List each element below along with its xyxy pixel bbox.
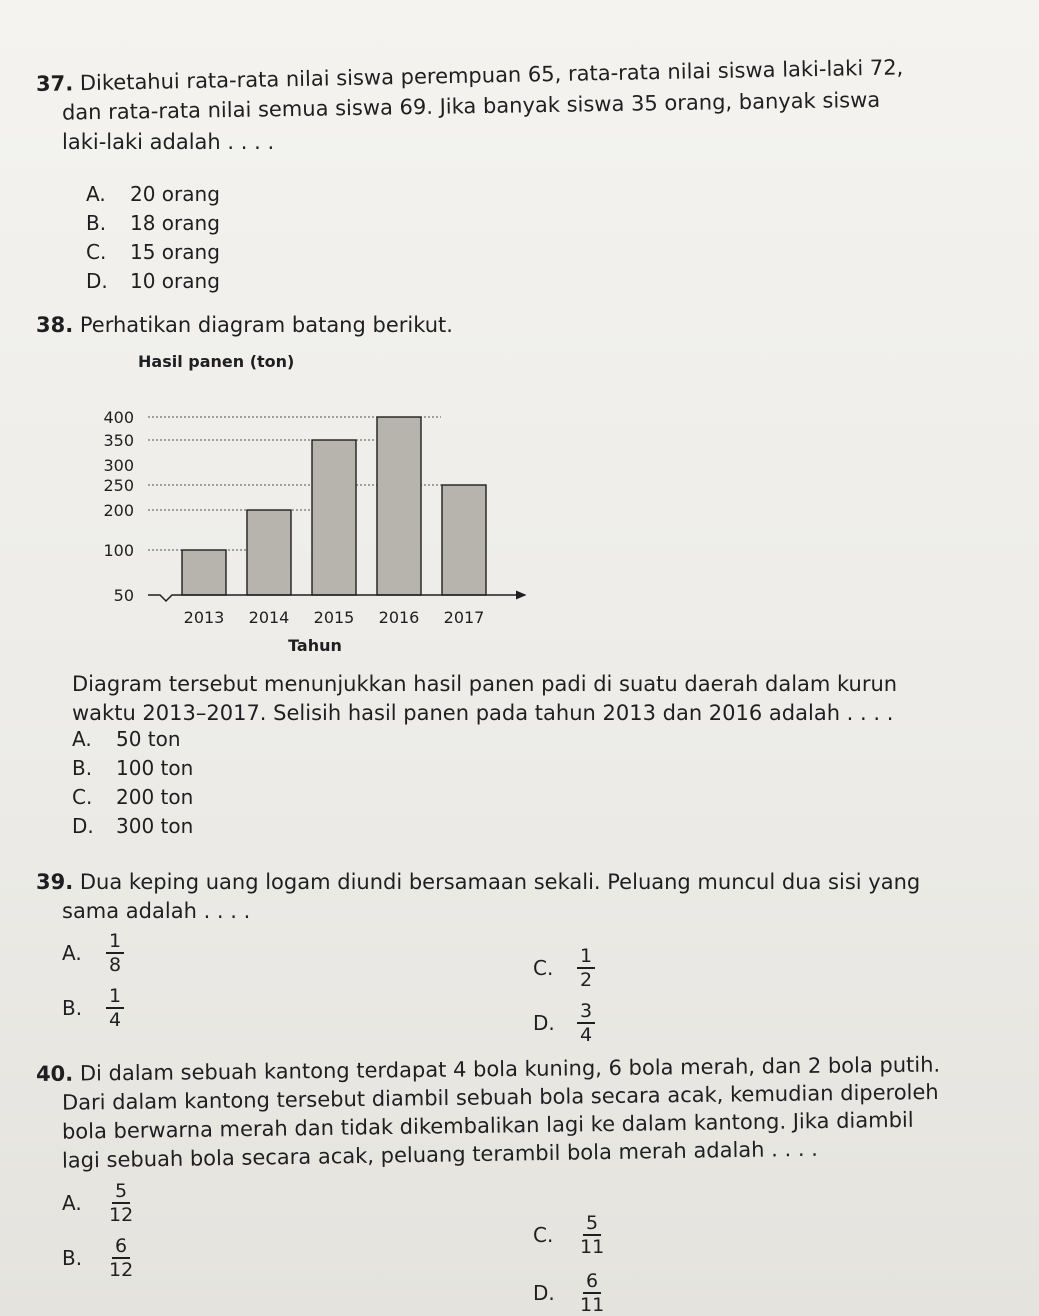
fraction: $\frac{3}{4}$ bbox=[577, 1000, 595, 1046]
option-a[interactable]: A. $\frac{5}{12}$ bbox=[62, 1180, 136, 1226]
y-tick-label: 50 bbox=[113, 586, 134, 605]
bar-2013 bbox=[182, 550, 226, 595]
fraction: $\frac{1}{4}$ bbox=[106, 985, 124, 1031]
question-text-line: laki-laki adalah . . . . bbox=[62, 130, 275, 154]
question-intro: Perhatikan diagram batang berikut. bbox=[79, 313, 453, 337]
option-b[interactable]: B. 18 orang bbox=[86, 211, 220, 235]
question-37 bbox=[35, 55, 1026, 157]
x-tick-label: 2017 bbox=[443, 608, 485, 627]
question-number: 40. bbox=[35, 1061, 74, 1086]
question-text-line: Diketahui rata-rata nilai siswa perempuan 65, rata-rata nilai siswa laki-laki 72, bbox=[79, 55, 904, 96]
question-text-line: sama adalah . . . . bbox=[62, 899, 251, 923]
x-tick-labels bbox=[184, 608, 485, 627]
question-text-line: dan rata-rata nilai semua siswa 69. Jika banyak siswa 35 orang, banyak siswa bbox=[61, 87, 881, 125]
fraction: $\frac{5}{12}$ bbox=[109, 1180, 134, 1226]
y-tick-labels bbox=[103, 408, 134, 605]
option-d[interactable]: D. 10 orang bbox=[86, 269, 220, 293]
option-a[interactable]: A. 20 orang bbox=[86, 182, 220, 206]
bar-2014 bbox=[247, 510, 291, 595]
fraction: $\frac{6}{12}$ bbox=[109, 1235, 134, 1281]
option-c[interactable]: C. 200 ton bbox=[72, 785, 194, 809]
y-tick-label: 400 bbox=[103, 408, 134, 427]
question-text-line: Di dalam sebuah kantong terdapat 4 bola kuning, 6 bola merah, dan 2 bola putih. bbox=[79, 1052, 941, 1086]
question-number: 38. bbox=[36, 313, 74, 337]
question-40 bbox=[35, 1052, 1036, 1176]
question-text-line: Diagram tersebut menunjukkan hasil panen padi di suatu daerah dalam kurun bbox=[72, 672, 898, 696]
option-d[interactable]: D. 300 ton bbox=[72, 814, 194, 838]
question-39 bbox=[36, 868, 1026, 926]
option-c[interactable]: C. $\frac{1}{2}$ bbox=[533, 945, 595, 991]
option-b[interactable]: B. 100 ton bbox=[72, 756, 194, 780]
question-text-line: bola berwarna merah dan tidak dikembalikan lagi ke dalam kantong. Jika diambil bbox=[61, 1107, 914, 1144]
chart-title: Hasil panen (ton) bbox=[138, 352, 295, 371]
fraction: $\frac{6}{11}$ bbox=[580, 1270, 605, 1316]
x-tick-label: 2013 bbox=[183, 608, 225, 627]
x-axis-label: Tahun bbox=[288, 636, 342, 655]
fraction: $\frac{1}{8}$ bbox=[106, 930, 124, 976]
question-number: 39. bbox=[36, 870, 74, 894]
bar-chart bbox=[90, 345, 540, 660]
bars bbox=[182, 417, 486, 595]
question-text-line: Dari dalam kantong tersebut diambil sebuah bola secara acak, kemudian diperoleh bbox=[61, 1079, 939, 1115]
option-b[interactable]: B. $\frac{1}{4}$ bbox=[62, 985, 124, 1031]
option-b[interactable]: B. $\frac{6}{12}$ bbox=[62, 1235, 136, 1281]
option-a[interactable]: A. $\frac{1}{8}$ bbox=[62, 930, 124, 976]
bar-2015 bbox=[312, 440, 356, 595]
question-38 bbox=[36, 311, 453, 340]
option-c[interactable]: C. 15 orang bbox=[86, 240, 220, 264]
y-tick-label: 350 bbox=[103, 431, 134, 450]
bar-2016 bbox=[377, 417, 421, 595]
question-text-line: lagi sebuah bola secara acak, peluang terambil bola merah adalah . . . . bbox=[61, 1136, 819, 1173]
y-tick-label: 100 bbox=[103, 541, 134, 560]
question-38-text bbox=[72, 670, 1032, 728]
x-tick-label: 2016 bbox=[378, 608, 420, 627]
option-c[interactable]: C. $\frac{5}{11}$ bbox=[533, 1212, 607, 1258]
question-number: 37. bbox=[35, 71, 74, 96]
fraction: $\frac{5}{11}$ bbox=[580, 1212, 605, 1258]
question-text-line: Dua keping uang logam diundi bersamaan sekali. Peluang muncul dua sisi yang bbox=[79, 870, 921, 894]
x-tick-label: 2015 bbox=[313, 608, 355, 627]
option-d[interactable]: D. $\frac{3}{4}$ bbox=[533, 1000, 595, 1046]
question-text-line: waktu 2013–2017. Selisih hasil panen pada tahun 2013 dan 2016 adalah . . . . bbox=[72, 701, 894, 725]
bar-2017 bbox=[442, 485, 486, 595]
y-tick-label: 250 bbox=[103, 476, 134, 495]
option-a[interactable]: A. 50 ton bbox=[72, 727, 181, 751]
y-tick-label: 200 bbox=[103, 501, 134, 520]
x-axis bbox=[148, 595, 525, 601]
x-tick-label: 2014 bbox=[248, 608, 290, 627]
y-tick-label: 300 bbox=[103, 456, 134, 475]
option-d[interactable]: D. $\frac{6}{11}$ bbox=[533, 1270, 607, 1316]
fraction: $\frac{1}{2}$ bbox=[577, 945, 595, 991]
